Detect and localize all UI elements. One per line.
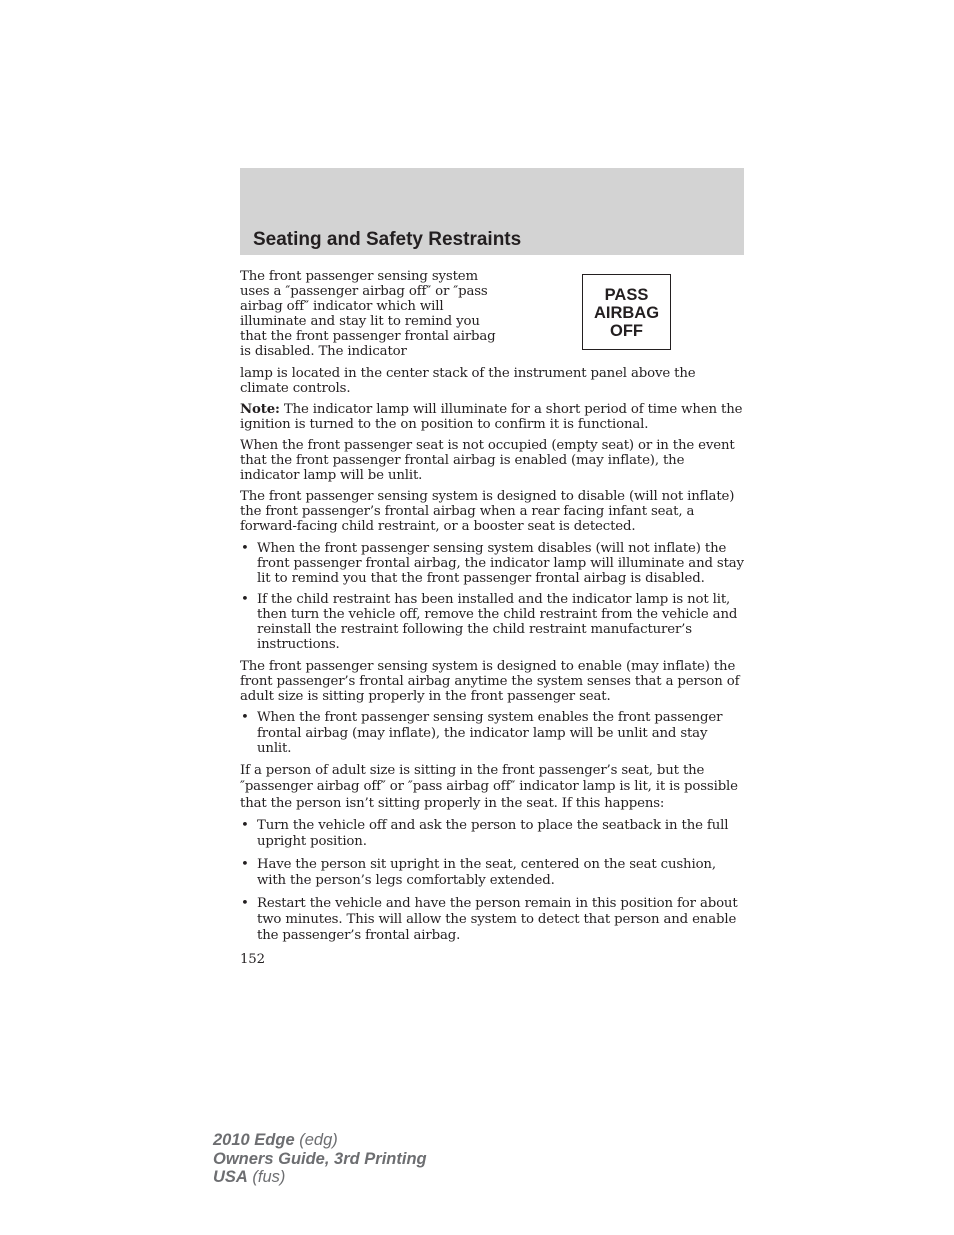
list-item-text: When the front passenger sensing system enables the front passenger frontal airbag (may inflate), the indicator lamp will be unlit and stay unlit. — [257, 710, 723, 756]
note-text: The indicator lamp will illuminate for a short period of time when the ignition is turned to the on position to confirm it is functional. — [240, 401, 743, 432]
footer-market-code: (fus) — [247, 1168, 286, 1187]
list-item — [240, 592, 745, 652]
indicator-line-pass: PASS — [604, 286, 649, 304]
indicator-line-off: OFF — [610, 322, 643, 341]
list-item — [240, 857, 745, 890]
bullet-icon: • — [241, 591, 249, 607]
intro-paragraph-continued: lamp is located in the center stack of the instrument panel above the climate controls. — [240, 365, 696, 396]
document-footer — [213, 1131, 427, 1187]
list-item-text: When the front passenger sensing system disables (will not inflate) the front passenger frontal airbag, the indicator lamp will illuminate and stay lit to remind you that the front passenger frontal airbag is disabled. — [257, 540, 744, 586]
list-item — [240, 896, 745, 945]
footer-line-edition — [213, 1150, 427, 1169]
page-number: 152 — [240, 951, 265, 967]
bullet-icon: • — [241, 817, 249, 833]
adult-bullet-list — [240, 818, 745, 945]
intro-paragraph: The front passenger sensing system uses a ″passenger airbag off″ or ″pass airbag off″ indicator which will illuminate and stay lit to remind you that the front passenger frontal airbag is disabled. The indicator — [240, 269, 496, 360]
footer-edition: Owners Guide, 3rd Printing — [213, 1149, 427, 1168]
bullet-icon: • — [241, 540, 249, 556]
disable-paragraph: The front passenger sensing system is designed to disable (will not inflate) the front passenger’s frontal airbag when a rear facing infant seat, a forward-facing child restraint, or a booster seat is detected. — [240, 489, 735, 535]
list-item-text: Turn the vehicle off and ask the person to place the seatback in the full upright position. — [257, 817, 729, 850]
enable-bullet-list — [240, 710, 745, 755]
note-paragraph — [240, 402, 745, 432]
note-label: Note: — [240, 401, 280, 417]
bullet-icon: • — [241, 895, 249, 911]
unoccupied-paragraph: When the front passenger seat is not occupied (empty seat) or in the event that the front passenger frontal airbag is enabled (may inflate), the indicator lamp will be unlit. — [240, 437, 735, 484]
footer-model-name: 2010 Edge — [213, 1131, 295, 1149]
section-title: Seating and Safety Restraints — [253, 229, 522, 250]
list-item — [240, 541, 745, 586]
footer-market-name: USA — [213, 1168, 248, 1187]
footer-line-model — [213, 1131, 427, 1150]
list-item — [240, 818, 745, 851]
list-item — [240, 710, 745, 755]
list-item-text: Have the person sit upright in the seat, centered on the seat cushion, with the person’s legs comfortably extended. — [257, 856, 716, 889]
list-item-text: Restart the vehicle and have the person remain in this position for about two minutes. This will allow the system to detect that person and enable the passenger’s frontal airbag. — [257, 895, 738, 944]
disable-bullet-list — [240, 541, 745, 653]
indicator-line-airbag: AIRBAG — [593, 304, 660, 323]
enable-paragraph: The front passenger sensing system is designed to enable (may inflate) the front passenger’s frontal airbag anytime the system senses that a person of adult size is sitting properly in the front passenger seat. — [240, 659, 740, 705]
footer-line-market — [213, 1168, 427, 1187]
adult-size-paragraph: If a person of adult size is sitting in the front passenger’s seat, but the ″passenger airbag off″ or ″pass airbag off″ indicator lamp is lit, it is possible that the person isn’t sitting properly in the seat. If this happens: — [240, 762, 738, 811]
bullet-icon: • — [241, 856, 249, 872]
list-item-text: If the child restraint has been installed and the indicator lamp is not lit, then turn the vehicle off, remove the child restraint from the vehicle and reinstall the restraint following the child restraint manufacturer’s instructions. — [257, 591, 738, 653]
bullet-icon: • — [241, 710, 249, 726]
page-body — [240, 269, 745, 967]
footer-model-code: (edg) — [294, 1131, 338, 1149]
